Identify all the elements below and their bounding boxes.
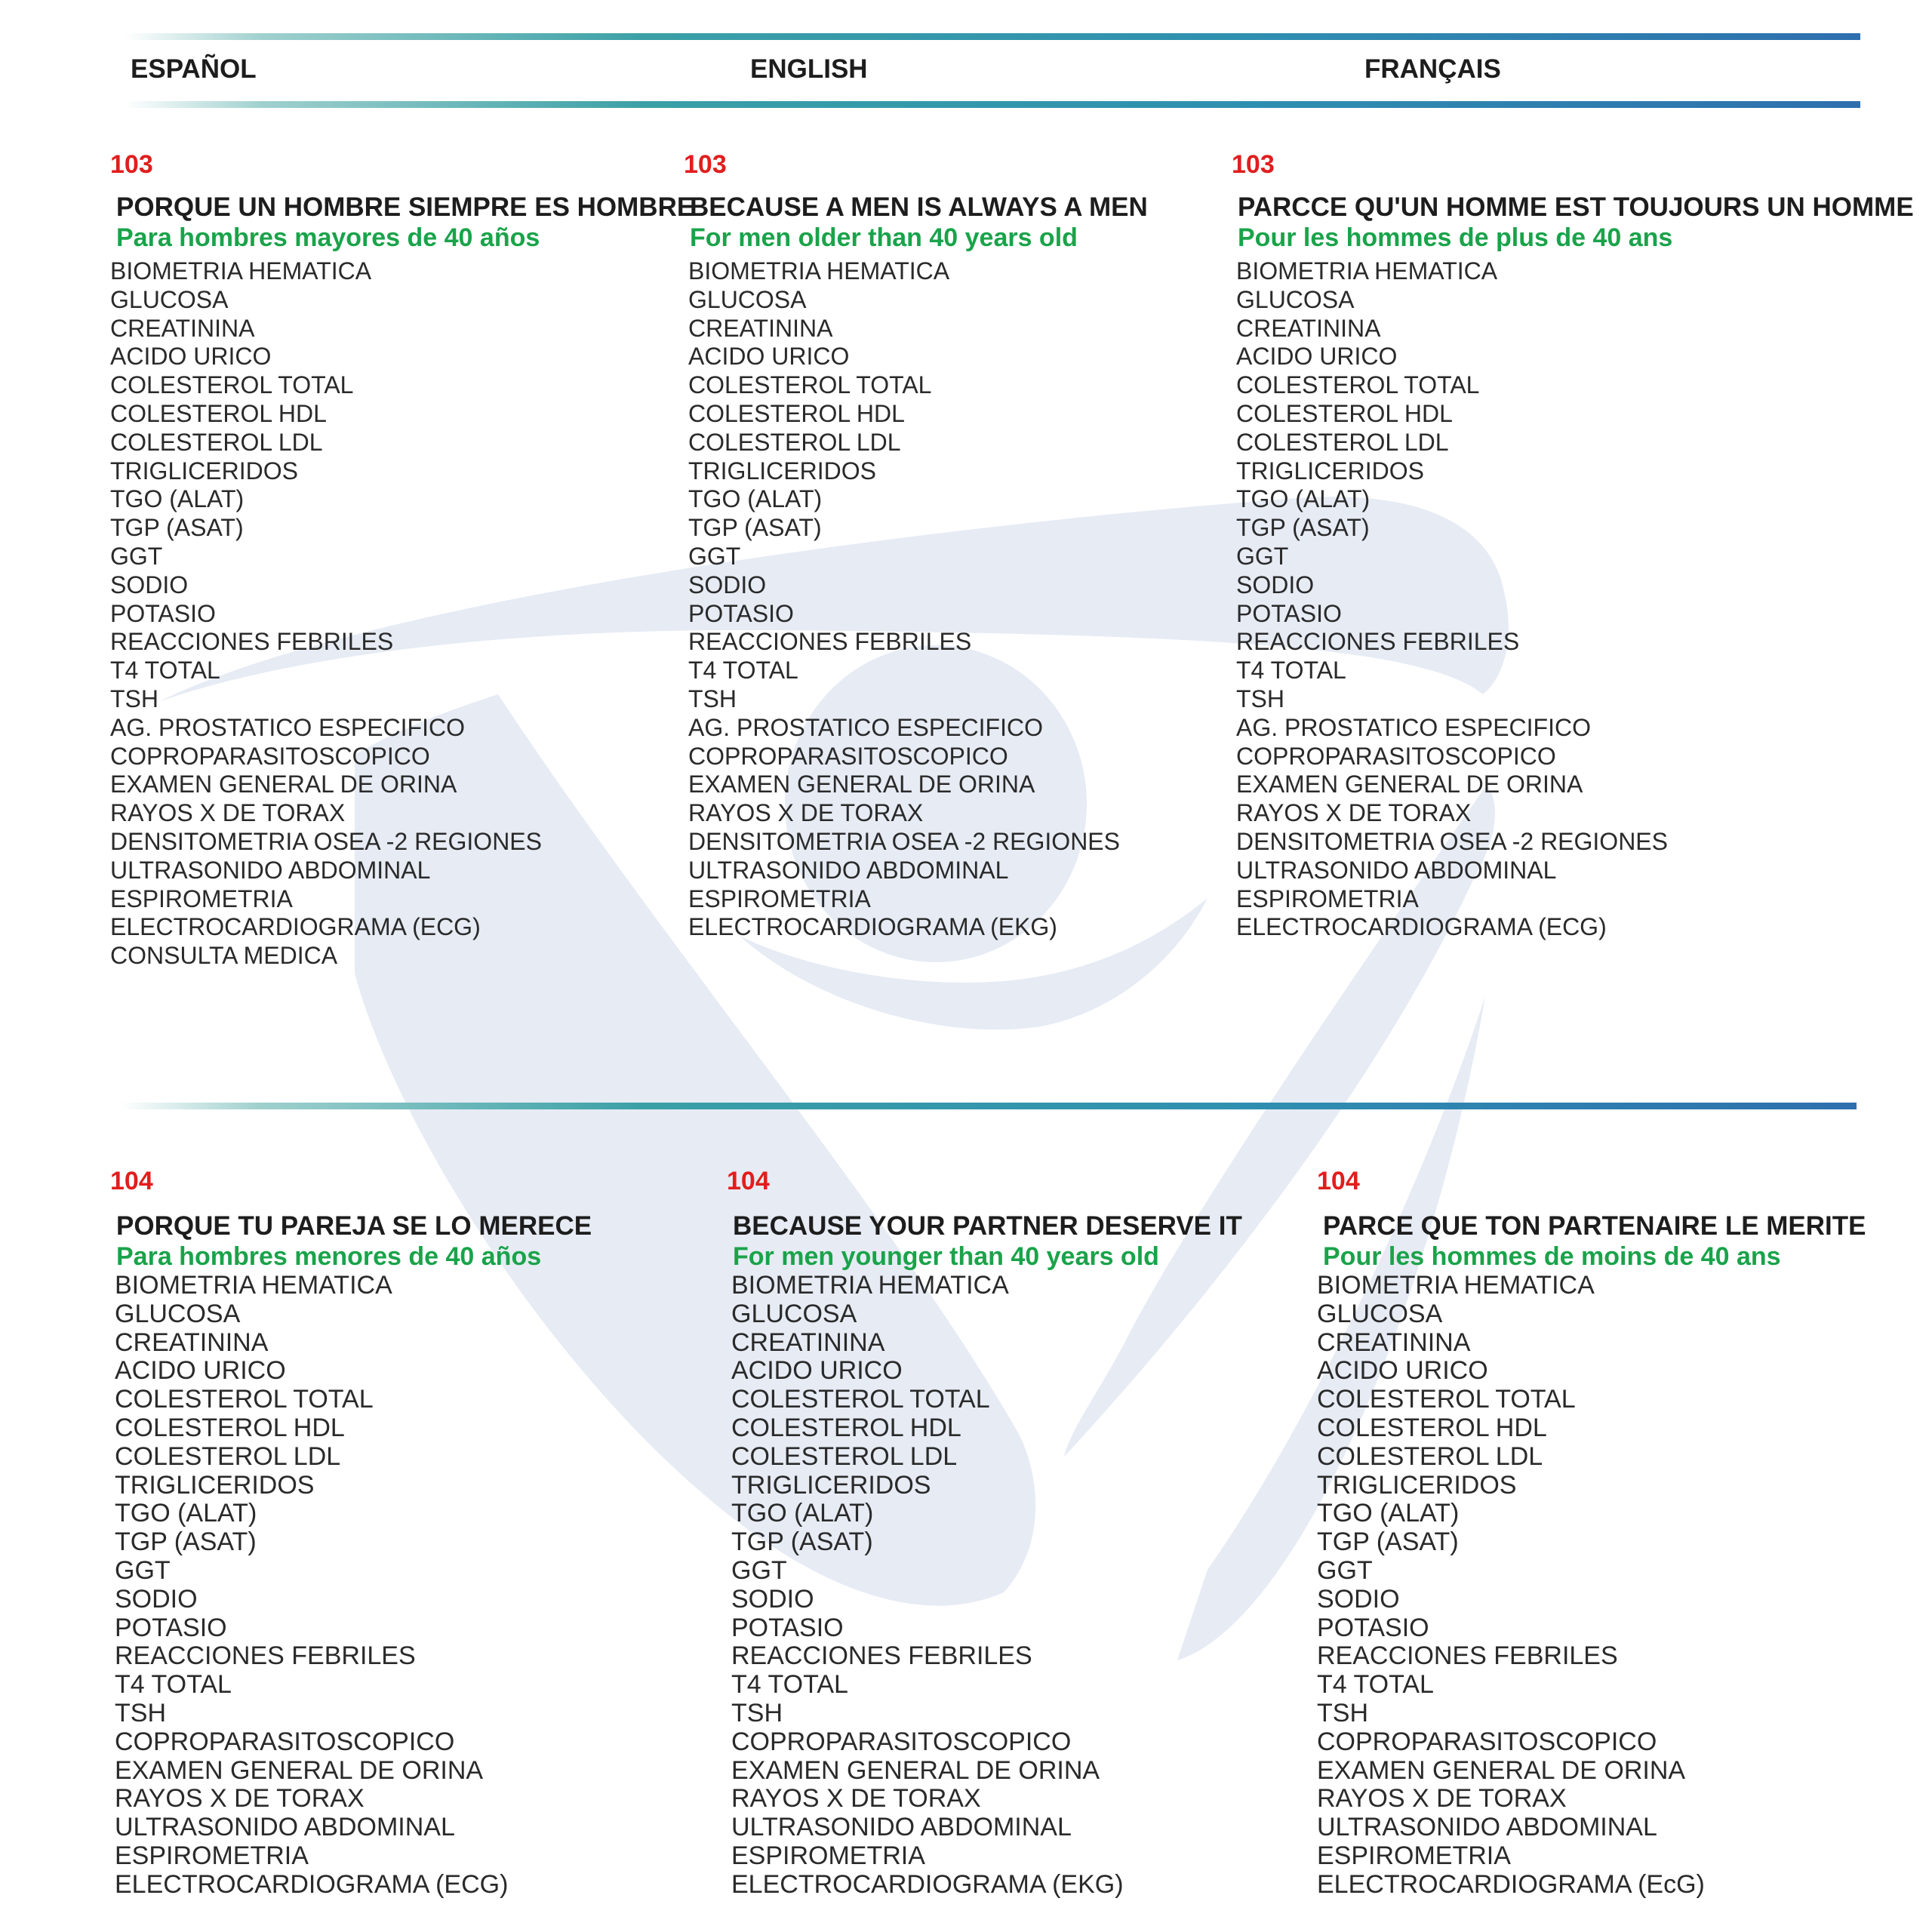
test-item: TRIGLICERIDOS [1236, 457, 1424, 485]
test-item: RAYOS X DE TORAX [1317, 1784, 1567, 1814]
section-divider [121, 1103, 1857, 1109]
test-item: REACCIONES FEBRILES [110, 628, 394, 656]
test-item: COLESTEROL HDL [731, 1413, 961, 1442]
test-item: CREATININA [115, 1327, 269, 1357]
package-103-en [684, 149, 1148, 942]
test-item: ULTRASONIDO ABDOMINAL [1317, 1813, 1657, 1842]
test-item: GGT [731, 1555, 787, 1585]
package-title: PARCE QUE TON PARTENAIRE LE MERITE [1323, 1211, 1866, 1241]
package-103-fr [1232, 149, 1914, 942]
package-code: 104 [727, 1167, 770, 1195]
test-item: BIOMETRIA HEMATICA [1317, 1271, 1595, 1300]
test-item: TGO (ALAT) [1236, 485, 1371, 513]
test-item: GLUCOSA [115, 1299, 241, 1328]
test-item: AG. PROSTATICO ESPECIFICO [1236, 713, 1591, 741]
test-item: COLESTEROL LDL [1317, 1441, 1543, 1471]
test-item: SODIO [1317, 1584, 1400, 1614]
test-item: COLESTEROL TOTAL [731, 1385, 990, 1414]
package-code: 103 [110, 150, 153, 179]
test-item: TGP (ASAT) [688, 514, 822, 542]
package-code: 103 [684, 150, 727, 179]
test-item: COLESTEROL HDL [1317, 1413, 1547, 1442]
test-item: DENSITOMETRIA OSEA -2 REGIONES [1236, 827, 1668, 855]
test-item: POTASIO [731, 1613, 844, 1642]
test-item: GLUCOSA [1236, 285, 1355, 313]
header-francais: FRANÇAIS [1364, 54, 1501, 84]
test-item: TRIGLICERIDOS [1317, 1470, 1517, 1500]
test-item: COLESTEROL HDL [688, 399, 905, 427]
test-item: CREATININA [731, 1327, 885, 1357]
test-item: POTASIO [1236, 599, 1342, 627]
test-item: T4 TOTAL [688, 657, 798, 685]
test-item: ELECTROCARDIOGRAMA (EKG) [688, 913, 1057, 941]
package-title: PARCCE QU'UN HOMME EST TOUJOURS UN HOMME [1238, 192, 1914, 222]
test-item: REACCIONES FEBRILES [688, 628, 972, 656]
test-item: TSH [688, 685, 737, 712]
test-item: GLUCOSA [731, 1299, 857, 1328]
test-item: TRIGLICERIDOS [115, 1470, 315, 1500]
test-item: ULTRASONIDO ABDOMINAL [115, 1813, 455, 1842]
test-item: TRIGLICERIDOS [688, 457, 876, 485]
test-item: AG. PROSTATICO ESPECIFICO [688, 713, 1043, 741]
test-item: COLESTEROL TOTAL [115, 1385, 374, 1414]
test-item: DENSITOMETRIA OSEA -2 REGIONES [688, 827, 1120, 855]
test-item: POTASIO [688, 599, 794, 627]
test-item: GGT [1236, 542, 1289, 570]
test-item: CREATININA [1236, 314, 1381, 342]
test-item: GGT [110, 542, 163, 570]
test-item: ACIDO URICO [1236, 343, 1398, 371]
test-item: ESPIROMETRIA [731, 1841, 925, 1870]
test-list [1236, 257, 1914, 942]
test-item: TGP (ASAT) [110, 514, 244, 542]
package-subtitle: Para hombres menores de 40 años [116, 1242, 542, 1271]
test-item: TGO (ALAT) [115, 1499, 257, 1528]
header-bottom-rule [125, 101, 1860, 108]
test-item: TSH [110, 685, 158, 712]
test-item: SODIO [1236, 571, 1315, 598]
test-item: EXAMEN GENERAL DE ORINA [688, 771, 1035, 798]
test-item: COLESTEROL TOTAL [1236, 371, 1480, 399]
package-title: PORQUE TU PAREJA SE LO MERECE [116, 1211, 592, 1241]
test-item: ELECTROCARDIOGRAMA (ECG) [110, 913, 481, 941]
test-item: COLESTEROL LDL [110, 428, 323, 456]
test-item: GGT [1317, 1555, 1373, 1585]
test-list [688, 257, 1148, 942]
test-item: RAYOS X DE TORAX [110, 799, 346, 827]
test-item: COPROPARASITOSCOPICO [731, 1727, 1072, 1756]
test-item: COPROPARASITOSCOPICO [1236, 742, 1556, 770]
test-item: COLESTEROL LDL [115, 1441, 341, 1471]
test-item: TGP (ASAT) [1317, 1527, 1459, 1557]
test-item: SODIO [115, 1584, 198, 1614]
test-item: T4 TOTAL [1317, 1670, 1434, 1700]
test-item: RAYOS X DE TORAX [115, 1784, 365, 1814]
test-list [110, 257, 694, 971]
test-item: REACCIONES FEBRILES [1236, 628, 1520, 656]
test-item: BIOMETRIA HEMATICA [115, 1271, 392, 1300]
package-104-es [110, 1166, 592, 1900]
test-item: SODIO [731, 1584, 814, 1614]
test-item: T4 TOTAL [115, 1670, 232, 1700]
test-item: TRIGLICERIDOS [731, 1470, 931, 1500]
test-item: COPROPARASITOSCOPICO [115, 1727, 455, 1756]
test-item: TRIGLICERIDOS [110, 457, 298, 485]
test-item: POTASIO [1317, 1613, 1429, 1642]
test-item: COLESTEROL LDL [731, 1441, 958, 1471]
test-item: EXAMEN GENERAL DE ORINA [731, 1755, 1100, 1785]
test-item: ACIDO URICO [110, 343, 272, 371]
test-item: REACCIONES FEBRILES [115, 1641, 416, 1671]
test-item: RAYOS X DE TORAX [688, 799, 924, 827]
test-item: GGT [688, 542, 741, 570]
test-item: RAYOS X DE TORAX [731, 1784, 981, 1814]
package-subtitle: Pour les hommes de moins de 40 ans [1323, 1242, 1781, 1271]
test-item: RAYOS X DE TORAX [1236, 799, 1472, 827]
test-item: CONSULTA MEDICA [110, 942, 338, 970]
test-item: T4 TOTAL [1236, 657, 1346, 685]
test-item: COLESTEROL TOTAL [110, 371, 354, 399]
package-104-en [727, 1166, 1242, 1900]
package-subtitle: Para hombres mayores de 40 años [116, 223, 540, 252]
test-item: BIOMETRIA HEMATICA [731, 1271, 1009, 1300]
test-item: BIOMETRIA HEMATICA [1236, 257, 1498, 285]
package-subtitle: For men younger than 40 years old [733, 1242, 1159, 1271]
test-item: ULTRASONIDO ABDOMINAL [731, 1813, 1072, 1842]
test-item: ULTRASONIDO ABDOMINAL [1236, 856, 1557, 884]
package-code: 103 [1232, 150, 1275, 179]
test-item: ESPIROMETRIA [115, 1841, 309, 1870]
test-item: ESPIROMETRIA [110, 884, 293, 912]
test-item: EXAMEN GENERAL DE ORINA [110, 771, 457, 798]
test-item: GGT [115, 1555, 171, 1585]
test-item: GLUCOSA [1317, 1299, 1443, 1328]
test-item: SODIO [688, 571, 767, 598]
package-104-fr [1317, 1166, 1866, 1900]
test-item: ESPIROMETRIA [688, 884, 871, 912]
test-item: REACCIONES FEBRILES [1317, 1641, 1618, 1671]
package-title: BECAUSE YOUR PARTNER DESERVE IT [733, 1211, 1242, 1241]
test-list [115, 1272, 592, 1900]
test-item: COLESTEROL TOTAL [1317, 1385, 1576, 1414]
package-103-es [110, 149, 694, 971]
test-item: TGP (ASAT) [1236, 514, 1370, 542]
test-item: COLESTEROL HDL [115, 1413, 345, 1442]
test-item: ESPIROMETRIA [1317, 1841, 1511, 1870]
header-espanol: ESPAÑOL [131, 54, 257, 84]
test-item: CREATININA [688, 314, 833, 342]
test-item: TSH [1236, 685, 1284, 712]
test-item: ESPIROMETRIA [1236, 884, 1419, 912]
test-item: EXAMEN GENERAL DE ORINA [1236, 771, 1583, 798]
test-item: ACIDO URICO [115, 1356, 286, 1386]
test-item: COLESTEROL LDL [1236, 428, 1449, 456]
test-item: POTASIO [115, 1613, 227, 1642]
test-item: TSH [115, 1698, 166, 1727]
test-item: BIOMETRIA HEMATICA [688, 257, 950, 285]
top-rule [125, 33, 1860, 40]
package-subtitle: Pour les hommes de plus de 40 ans [1238, 223, 1673, 252]
test-item: AG. PROSTATICO ESPECIFICO [110, 713, 465, 741]
test-item: COPROPARASITOSCOPICO [688, 742, 1008, 770]
package-title: BECAUSE A MEN IS ALWAYS A MEN [690, 192, 1148, 222]
test-item: ELECTROCARDIOGRAMA (EKG) [731, 1869, 1124, 1899]
package-title: PORQUE UN HOMBRE SIEMPRE ES HOMBRE [116, 192, 695, 222]
package-subtitle: For men older than 40 years old [690, 223, 1078, 252]
test-item: CREATININA [110, 314, 255, 342]
package-code: 104 [1317, 1167, 1360, 1195]
test-item: DENSITOMETRIA OSEA -2 REGIONES [110, 827, 542, 855]
test-item: ULTRASONIDO ABDOMINAL [688, 856, 1009, 884]
test-list [1317, 1272, 1866, 1900]
test-item: TSH [731, 1698, 783, 1727]
test-item: EXAMEN GENERAL DE ORINA [115, 1755, 484, 1785]
test-item: TSH [1317, 1698, 1368, 1727]
test-item: T4 TOTAL [110, 657, 220, 685]
test-item: TGO (ALAT) [688, 485, 823, 513]
test-item: REACCIONES FEBRILES [731, 1641, 1032, 1671]
test-item: COLESTEROL LDL [688, 428, 901, 456]
test-item: ELECTROCARDIOGRAMA (EcG) [1317, 1869, 1705, 1899]
test-item: GLUCOSA [110, 285, 229, 313]
test-item: COLESTEROL HDL [1236, 399, 1453, 427]
test-item: ULTRASONIDO ABDOMINAL [110, 856, 431, 884]
test-item: ACIDO URICO [731, 1356, 903, 1386]
test-item: TGO (ALAT) [731, 1499, 874, 1528]
test-item: GLUCOSA [688, 285, 807, 313]
test-item: TGP (ASAT) [731, 1527, 873, 1557]
test-list [731, 1272, 1242, 1900]
test-item: COPROPARASITOSCOPICO [110, 742, 430, 770]
test-item: BIOMETRIA HEMATICA [110, 257, 372, 285]
test-item: ACIDO URICO [688, 343, 850, 371]
test-item: ELECTROCARDIOGRAMA (ECG) [115, 1869, 509, 1899]
test-item: ACIDO URICO [1317, 1356, 1488, 1386]
test-item: EXAMEN GENERAL DE ORINA [1317, 1755, 1686, 1785]
test-item: TGP (ASAT) [115, 1527, 257, 1557]
test-item: COLESTEROL TOTAL [688, 371, 932, 399]
test-item: ELECTROCARDIOGRAMA (ECG) [1236, 913, 1607, 941]
test-item: TGO (ALAT) [110, 485, 245, 513]
header-english: ENGLISH [750, 54, 868, 84]
test-item: CREATININA [1317, 1327, 1471, 1357]
test-item: SODIO [110, 571, 189, 598]
package-code: 104 [110, 1167, 153, 1195]
test-item: COLESTEROL HDL [110, 399, 327, 427]
test-item: COPROPARASITOSCOPICO [1317, 1727, 1657, 1756]
test-item: T4 TOTAL [731, 1670, 848, 1700]
test-item: TGO (ALAT) [1317, 1499, 1460, 1528]
test-item: POTASIO [110, 599, 216, 627]
